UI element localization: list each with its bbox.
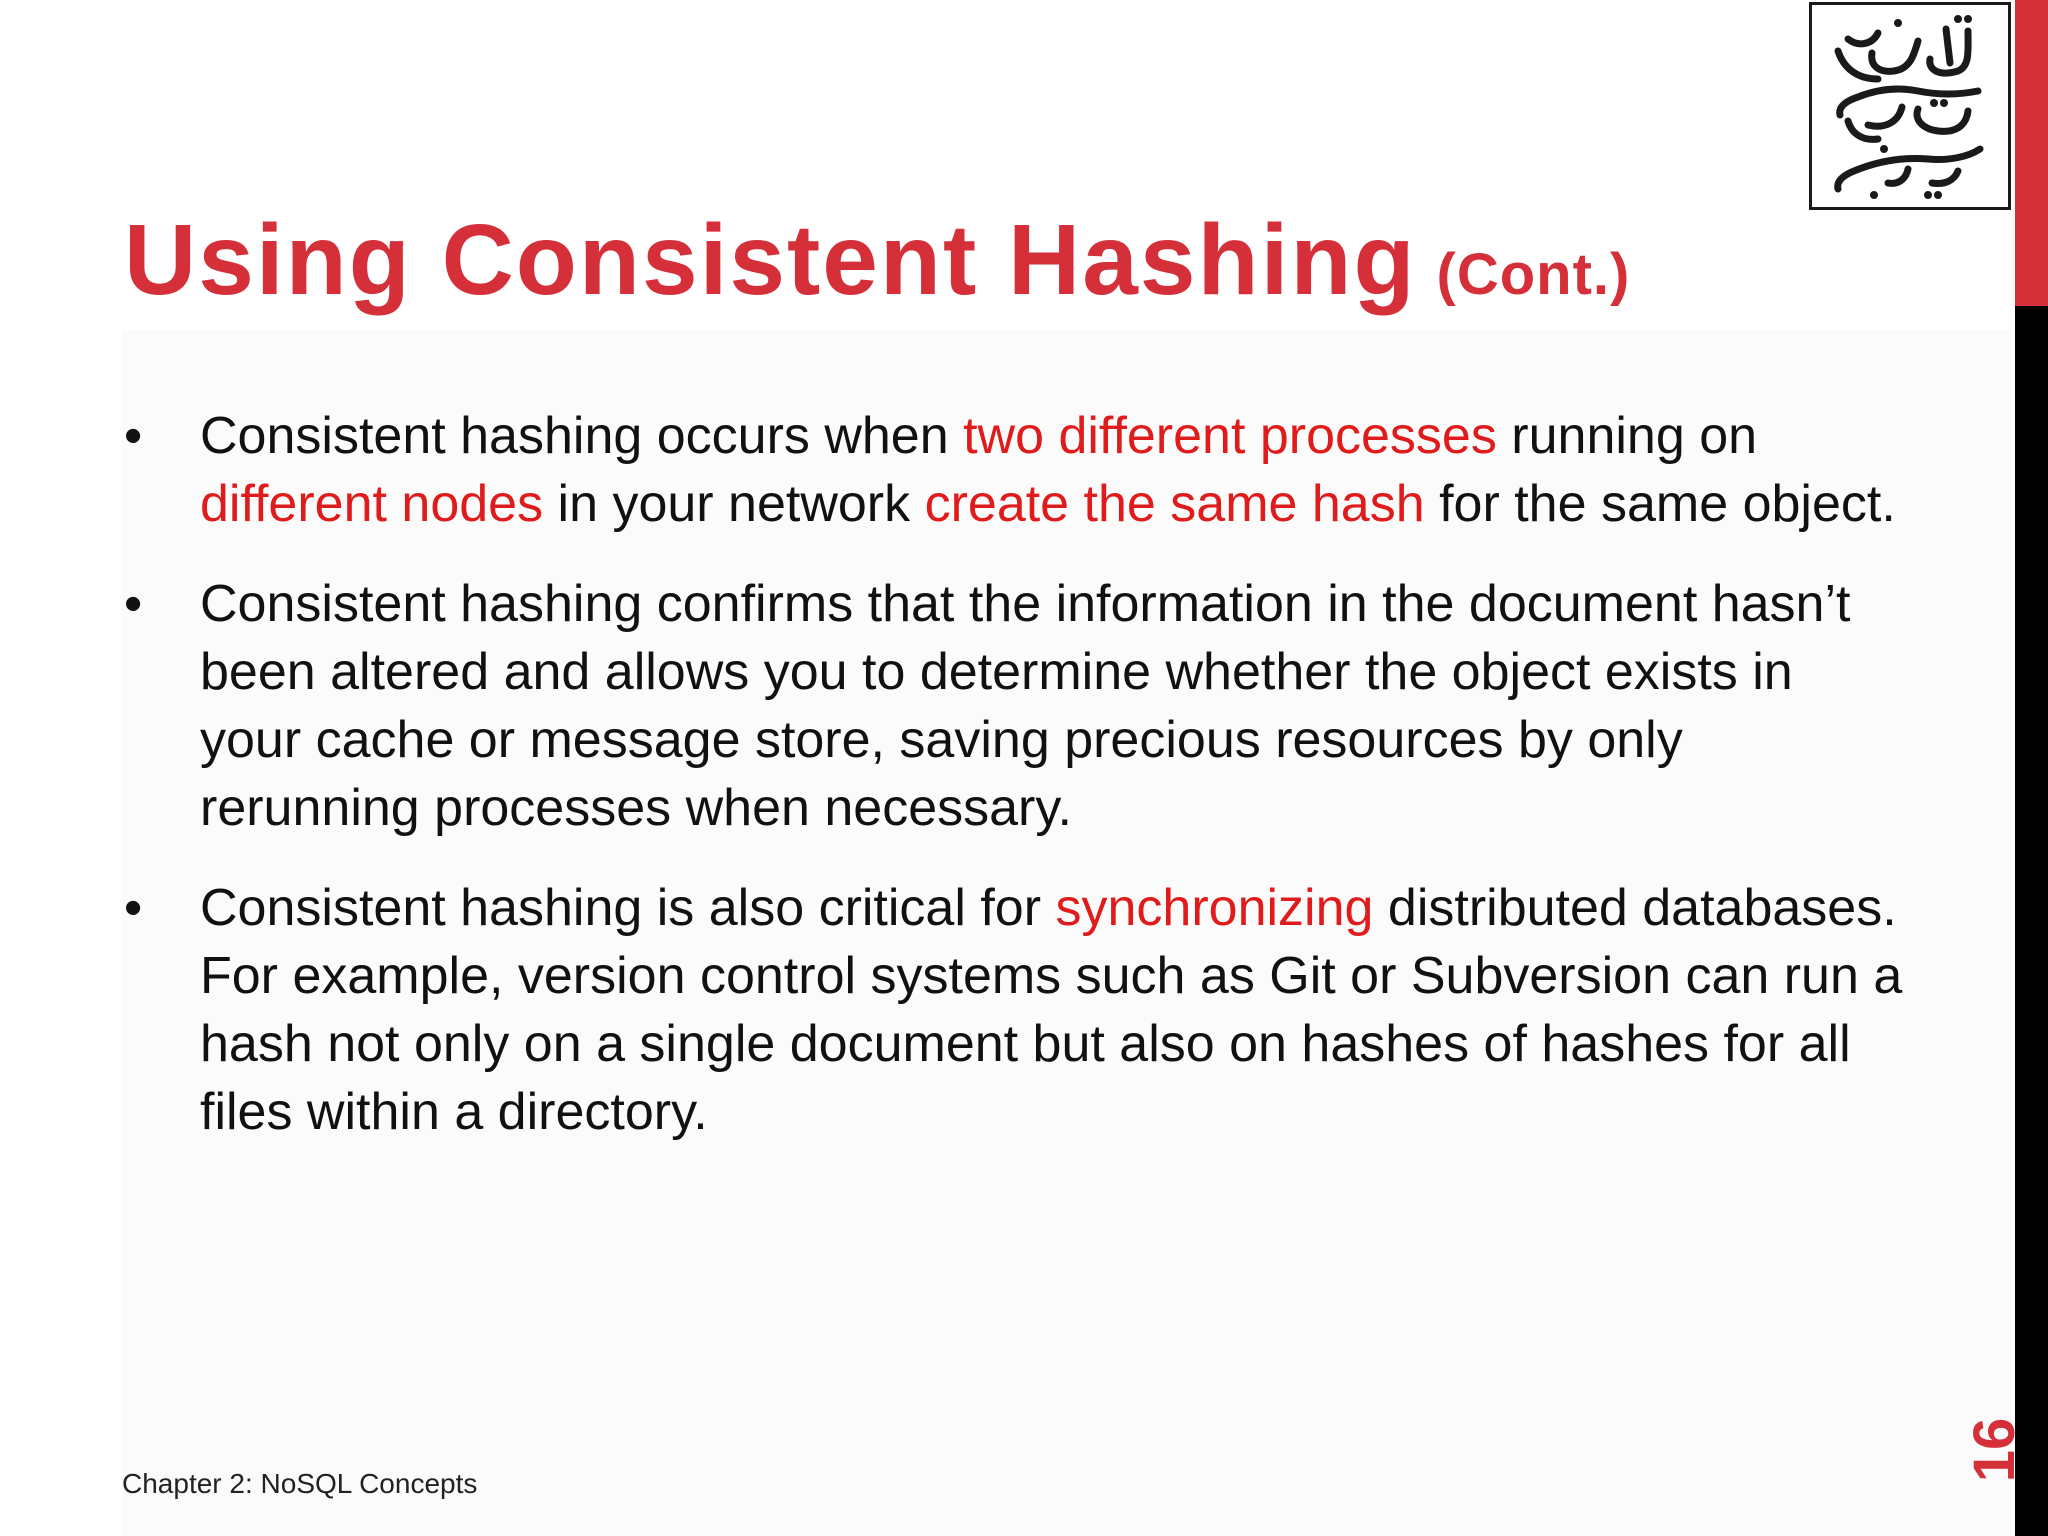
university-logo <box>1809 2 2011 210</box>
bullet-text: for the same object. <box>1424 475 1896 533</box>
bullet-item <box>124 570 1904 842</box>
bullet-text: Consistent hashing confirms that the information in the document hasn’t been altered and allows you to determine whether the object exists in your cache or message store, saving precious resources by only rerunning processes when necessary. <box>200 575 1851 837</box>
title-main: Using Consistent Hashing <box>124 204 1417 316</box>
slide-title <box>124 204 1631 316</box>
bullet-text: running on <box>1496 407 1758 465</box>
calligraphy-logo-icon <box>1818 11 2002 201</box>
bullet-list <box>124 402 1904 1178</box>
bullet-text: distributed databases. For example, version control systems such as Git or Subversion can run a hash not only on a single document but also on hashes of hashes for all files within a directory. <box>200 879 1903 1141</box>
bullet-text: Consistent hashing is also critical for <box>200 879 1056 937</box>
highlighted-text: different nodes <box>200 475 544 533</box>
highlighted-text: synchronizing <box>1055 879 1374 937</box>
right-side-bar-accent <box>2015 0 2048 306</box>
bullet-text: Consistent hashing occurs when <box>200 407 964 465</box>
footer-chapter-label: Chapter 2: NoSQL Concepts <box>122 1468 478 1499</box>
bullet-item <box>124 874 1904 1146</box>
title-suffix: (Cont.) <box>1436 242 1631 307</box>
bullet-marker: • <box>124 575 143 633</box>
bullet-text: in your network <box>543 475 925 533</box>
highlighted-text: create the same hash <box>924 475 1425 533</box>
page-number: 16 <box>1962 1417 2027 1483</box>
bullet-marker: • <box>124 879 143 937</box>
bullet-item <box>124 402 1904 538</box>
bullet-marker: • <box>124 407 143 465</box>
highlighted-text: two different processes <box>963 407 1497 465</box>
